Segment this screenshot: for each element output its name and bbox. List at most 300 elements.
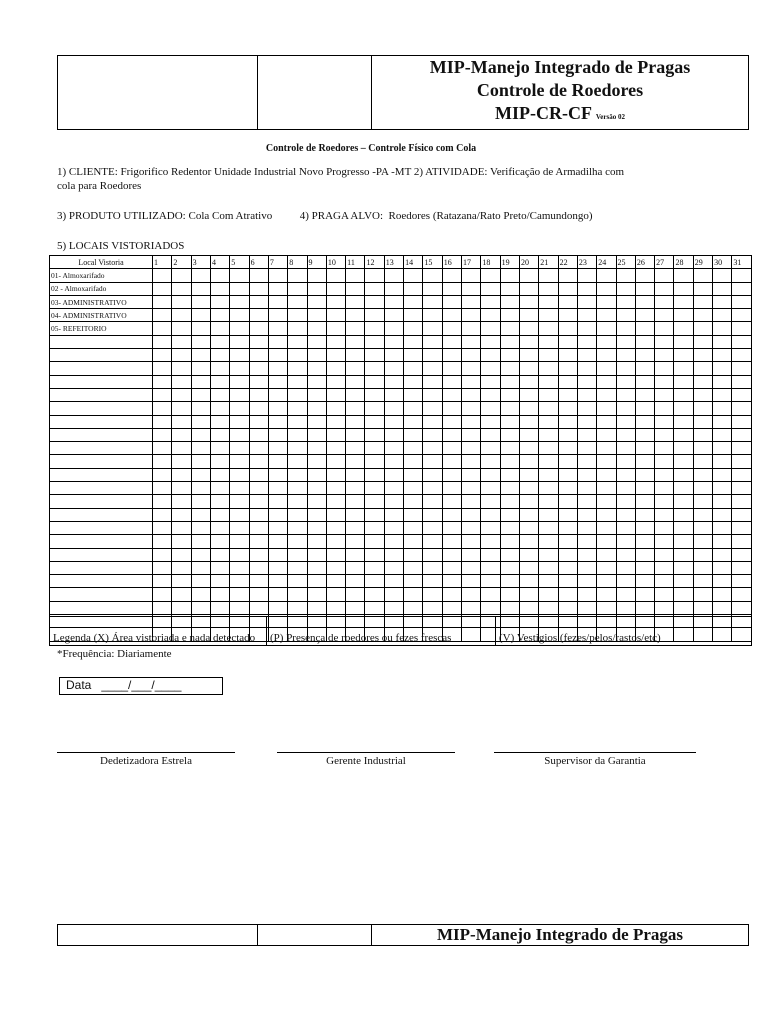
grid-check-cell[interactable] — [153, 535, 172, 548]
grid-check-cell[interactable] — [404, 269, 423, 282]
grid-check-cell[interactable] — [713, 282, 732, 295]
grid-check-cell[interactable] — [732, 415, 752, 428]
grid-check-cell[interactable] — [462, 295, 481, 308]
grid-check-cell[interactable] — [481, 588, 500, 601]
grid-check-cell[interactable] — [153, 575, 172, 588]
grid-check-cell[interactable] — [268, 388, 287, 401]
grid-check-cell[interactable] — [423, 468, 442, 481]
grid-check-cell[interactable] — [191, 575, 210, 588]
grid-check-cell[interactable] — [191, 482, 210, 495]
grid-check-cell[interactable] — [539, 335, 558, 348]
grid-check-cell[interactable] — [674, 601, 693, 614]
grid-check-cell[interactable] — [577, 482, 596, 495]
grid-check-cell[interactable] — [307, 282, 326, 295]
grid-check-cell[interactable] — [693, 309, 712, 322]
grid-check-cell[interactable] — [404, 349, 423, 362]
grid-check-cell[interactable] — [519, 588, 538, 601]
grid-check-cell[interactable] — [153, 309, 172, 322]
grid-check-cell[interactable] — [288, 468, 307, 481]
grid-check-cell[interactable] — [172, 309, 191, 322]
grid-check-cell[interactable] — [307, 375, 326, 388]
grid-check-cell[interactable] — [693, 295, 712, 308]
grid-check-cell[interactable] — [365, 482, 384, 495]
grid-check-cell[interactable] — [230, 495, 249, 508]
grid-check-cell[interactable] — [230, 415, 249, 428]
grid-check-cell[interactable] — [462, 362, 481, 375]
grid-check-cell[interactable] — [462, 269, 481, 282]
grid-check-cell[interactable] — [597, 335, 616, 348]
grid-check-cell[interactable] — [597, 535, 616, 548]
grid-check-cell[interactable] — [635, 575, 654, 588]
grid-check-cell[interactable] — [384, 482, 403, 495]
grid-check-cell[interactable] — [268, 588, 287, 601]
grid-check-cell[interactable] — [577, 428, 596, 441]
grid-check-cell[interactable] — [365, 375, 384, 388]
grid-check-cell[interactable] — [635, 415, 654, 428]
grid-check-cell[interactable] — [230, 349, 249, 362]
grid-check-cell[interactable] — [210, 601, 229, 614]
grid-check-cell[interactable] — [384, 575, 403, 588]
grid-check-cell[interactable] — [346, 601, 365, 614]
grid-check-cell[interactable] — [635, 508, 654, 521]
grid-check-cell[interactable] — [365, 295, 384, 308]
grid-check-cell[interactable] — [481, 548, 500, 561]
grid-check-cell[interactable] — [674, 388, 693, 401]
grid-check-cell[interactable] — [326, 402, 345, 415]
grid-check-cell[interactable] — [500, 508, 519, 521]
grid-check-cell[interactable] — [210, 428, 229, 441]
grid-check-cell[interactable] — [519, 295, 538, 308]
grid-check-cell[interactable] — [384, 388, 403, 401]
grid-check-cell[interactable] — [268, 561, 287, 574]
grid-check-cell[interactable] — [481, 455, 500, 468]
grid-check-cell[interactable] — [597, 282, 616, 295]
grid-check-cell[interactable] — [268, 455, 287, 468]
grid-check-cell[interactable] — [210, 561, 229, 574]
grid-check-cell[interactable] — [539, 442, 558, 455]
grid-check-cell[interactable] — [230, 521, 249, 534]
grid-check-cell[interactable] — [384, 588, 403, 601]
grid-check-cell[interactable] — [191, 521, 210, 534]
grid-check-cell[interactable] — [519, 442, 538, 455]
grid-check-cell[interactable] — [693, 508, 712, 521]
grid-check-cell[interactable] — [597, 428, 616, 441]
grid-check-cell[interactable] — [693, 349, 712, 362]
grid-check-cell[interactable] — [153, 548, 172, 561]
grid-check-cell[interactable] — [346, 322, 365, 335]
grid-check-cell[interactable] — [249, 375, 268, 388]
grid-check-cell[interactable] — [732, 402, 752, 415]
grid-check-cell[interactable] — [326, 269, 345, 282]
grid-check-cell[interactable] — [481, 282, 500, 295]
grid-check-cell[interactable] — [616, 442, 635, 455]
grid-check-cell[interactable] — [326, 309, 345, 322]
grid-check-cell[interactable] — [732, 495, 752, 508]
grid-check-cell[interactable] — [635, 375, 654, 388]
grid-check-cell[interactable] — [519, 309, 538, 322]
grid-check-cell[interactable] — [268, 322, 287, 335]
grid-check-cell[interactable] — [481, 468, 500, 481]
grid-check-cell[interactable] — [172, 521, 191, 534]
grid-check-cell[interactable] — [191, 548, 210, 561]
grid-check-cell[interactable] — [268, 442, 287, 455]
grid-check-cell[interactable] — [462, 588, 481, 601]
grid-check-cell[interactable] — [519, 521, 538, 534]
grid-check-cell[interactable] — [210, 375, 229, 388]
grid-check-cell[interactable] — [172, 601, 191, 614]
grid-check-cell[interactable] — [693, 601, 712, 614]
grid-check-cell[interactable] — [210, 455, 229, 468]
grid-check-cell[interactable] — [326, 428, 345, 441]
grid-check-cell[interactable] — [307, 535, 326, 548]
grid-check-cell[interactable] — [423, 322, 442, 335]
grid-check-cell[interactable] — [481, 428, 500, 441]
grid-check-cell[interactable] — [346, 482, 365, 495]
grid-check-cell[interactable] — [365, 309, 384, 322]
grid-check-cell[interactable] — [210, 322, 229, 335]
grid-check-cell[interactable] — [481, 535, 500, 548]
grid-check-cell[interactable] — [288, 495, 307, 508]
grid-check-cell[interactable] — [346, 309, 365, 322]
grid-check-cell[interactable] — [384, 295, 403, 308]
grid-check-cell[interactable] — [172, 442, 191, 455]
grid-check-cell[interactable] — [268, 269, 287, 282]
grid-check-cell[interactable] — [365, 535, 384, 548]
grid-check-cell[interactable] — [519, 282, 538, 295]
grid-check-cell[interactable] — [268, 375, 287, 388]
grid-check-cell[interactable] — [519, 335, 538, 348]
grid-check-cell[interactable] — [539, 535, 558, 548]
date-field[interactable] — [59, 677, 223, 695]
grid-check-cell[interactable] — [462, 309, 481, 322]
grid-check-cell[interactable] — [288, 322, 307, 335]
grid-check-cell[interactable] — [732, 309, 752, 322]
grid-check-cell[interactable] — [500, 362, 519, 375]
grid-check-cell[interactable] — [346, 548, 365, 561]
grid-check-cell[interactable] — [597, 309, 616, 322]
grid-check-cell[interactable] — [384, 362, 403, 375]
grid-check-cell[interactable] — [191, 508, 210, 521]
grid-check-cell[interactable] — [326, 561, 345, 574]
grid-check-cell[interactable] — [172, 415, 191, 428]
grid-check-cell[interactable] — [384, 269, 403, 282]
grid-check-cell[interactable] — [365, 335, 384, 348]
grid-check-cell[interactable] — [326, 575, 345, 588]
grid-check-cell[interactable] — [732, 349, 752, 362]
grid-check-cell[interactable] — [249, 482, 268, 495]
grid-check-cell[interactable] — [210, 535, 229, 548]
grid-check-cell[interactable] — [462, 442, 481, 455]
grid-check-cell[interactable] — [616, 375, 635, 388]
grid-check-cell[interactable] — [539, 548, 558, 561]
grid-check-cell[interactable] — [268, 335, 287, 348]
grid-check-cell[interactable] — [191, 322, 210, 335]
grid-check-cell[interactable] — [307, 561, 326, 574]
grid-check-cell[interactable] — [655, 428, 674, 441]
grid-check-cell[interactable] — [288, 269, 307, 282]
grid-check-cell[interactable] — [558, 428, 577, 441]
grid-check-cell[interactable] — [191, 349, 210, 362]
grid-check-cell[interactable] — [635, 561, 654, 574]
grid-check-cell[interactable] — [172, 282, 191, 295]
grid-check-cell[interactable] — [655, 375, 674, 388]
grid-check-cell[interactable] — [655, 561, 674, 574]
grid-check-cell[interactable] — [693, 482, 712, 495]
grid-check-cell[interactable] — [577, 601, 596, 614]
grid-check-cell[interactable] — [230, 482, 249, 495]
grid-check-cell[interactable] — [172, 468, 191, 481]
grid-check-cell[interactable] — [462, 575, 481, 588]
grid-check-cell[interactable] — [500, 575, 519, 588]
grid-check-cell[interactable] — [616, 388, 635, 401]
grid-check-cell[interactable] — [210, 442, 229, 455]
grid-check-cell[interactable] — [500, 535, 519, 548]
grid-check-cell[interactable] — [404, 482, 423, 495]
grid-check-cell[interactable] — [539, 309, 558, 322]
grid-check-cell[interactable] — [481, 575, 500, 588]
grid-check-cell[interactable] — [404, 535, 423, 548]
grid-check-cell[interactable] — [268, 521, 287, 534]
grid-check-cell[interactable] — [500, 349, 519, 362]
grid-check-cell[interactable] — [519, 548, 538, 561]
grid-check-cell[interactable] — [191, 375, 210, 388]
grid-check-cell[interactable] — [404, 282, 423, 295]
grid-check-cell[interactable] — [230, 601, 249, 614]
grid-check-cell[interactable] — [365, 428, 384, 441]
grid-check-cell[interactable] — [597, 349, 616, 362]
grid-check-cell[interactable] — [404, 508, 423, 521]
grid-check-cell[interactable] — [519, 269, 538, 282]
grid-check-cell[interactable] — [249, 561, 268, 574]
grid-check-cell[interactable] — [423, 495, 442, 508]
grid-check-cell[interactable] — [423, 455, 442, 468]
grid-check-cell[interactable] — [558, 322, 577, 335]
grid-check-cell[interactable] — [481, 335, 500, 348]
grid-check-cell[interactable] — [153, 482, 172, 495]
grid-check-cell[interactable] — [500, 601, 519, 614]
grid-check-cell[interactable] — [616, 455, 635, 468]
grid-check-cell[interactable] — [519, 402, 538, 415]
grid-check-cell[interactable] — [210, 508, 229, 521]
grid-check-cell[interactable] — [655, 601, 674, 614]
grid-check-cell[interactable] — [693, 588, 712, 601]
grid-check-cell[interactable] — [481, 495, 500, 508]
grid-check-cell[interactable] — [268, 349, 287, 362]
grid-check-cell[interactable] — [500, 482, 519, 495]
grid-check-cell[interactable] — [693, 375, 712, 388]
grid-check-cell[interactable] — [693, 548, 712, 561]
grid-check-cell[interactable] — [423, 282, 442, 295]
grid-check-cell[interactable] — [404, 601, 423, 614]
grid-check-cell[interactable] — [346, 468, 365, 481]
grid-check-cell[interactable] — [616, 349, 635, 362]
grid-check-cell[interactable] — [655, 415, 674, 428]
grid-check-cell[interactable] — [384, 349, 403, 362]
grid-check-cell[interactable] — [191, 402, 210, 415]
grid-check-cell[interactable] — [674, 282, 693, 295]
grid-check-cell[interactable] — [597, 548, 616, 561]
grid-check-cell[interactable] — [268, 428, 287, 441]
grid-check-cell[interactable] — [442, 322, 461, 335]
grid-check-cell[interactable] — [365, 561, 384, 574]
grid-check-cell[interactable] — [674, 375, 693, 388]
grid-check-cell[interactable] — [288, 535, 307, 548]
grid-check-cell[interactable] — [172, 548, 191, 561]
grid-check-cell[interactable] — [153, 322, 172, 335]
grid-check-cell[interactable] — [326, 521, 345, 534]
grid-check-cell[interactable] — [153, 375, 172, 388]
grid-check-cell[interactable] — [616, 601, 635, 614]
grid-check-cell[interactable] — [674, 548, 693, 561]
grid-check-cell[interactable] — [326, 415, 345, 428]
grid-check-cell[interactable] — [558, 402, 577, 415]
grid-check-cell[interactable] — [500, 388, 519, 401]
grid-check-cell[interactable] — [655, 402, 674, 415]
grid-check-cell[interactable] — [577, 322, 596, 335]
grid-check-cell[interactable] — [732, 535, 752, 548]
grid-check-cell[interactable] — [616, 402, 635, 415]
grid-check-cell[interactable] — [577, 588, 596, 601]
grid-check-cell[interactable] — [404, 362, 423, 375]
grid-check-cell[interactable] — [210, 282, 229, 295]
grid-check-cell[interactable] — [365, 508, 384, 521]
grid-check-cell[interactable] — [732, 548, 752, 561]
grid-check-cell[interactable] — [655, 282, 674, 295]
grid-check-cell[interactable] — [307, 335, 326, 348]
grid-check-cell[interactable] — [191, 415, 210, 428]
grid-check-cell[interactable] — [481, 309, 500, 322]
grid-check-cell[interactable] — [172, 349, 191, 362]
grid-check-cell[interactable] — [307, 402, 326, 415]
grid-check-cell[interactable] — [384, 455, 403, 468]
grid-check-cell[interactable] — [635, 548, 654, 561]
grid-check-cell[interactable] — [365, 362, 384, 375]
grid-check-cell[interactable] — [249, 388, 268, 401]
grid-check-cell[interactable] — [674, 495, 693, 508]
grid-check-cell[interactable] — [249, 282, 268, 295]
grid-check-cell[interactable] — [288, 442, 307, 455]
grid-check-cell[interactable] — [539, 295, 558, 308]
grid-check-cell[interactable] — [713, 442, 732, 455]
grid-check-cell[interactable] — [597, 375, 616, 388]
grid-check-cell[interactable] — [365, 601, 384, 614]
grid-check-cell[interactable] — [365, 495, 384, 508]
grid-check-cell[interactable] — [558, 282, 577, 295]
grid-check-cell[interactable] — [249, 535, 268, 548]
grid-check-cell[interactable] — [346, 521, 365, 534]
grid-check-cell[interactable] — [365, 588, 384, 601]
grid-check-cell[interactable] — [249, 295, 268, 308]
grid-check-cell[interactable] — [423, 362, 442, 375]
grid-check-cell[interactable] — [365, 282, 384, 295]
grid-check-cell[interactable] — [616, 588, 635, 601]
grid-check-cell[interactable] — [268, 535, 287, 548]
grid-check-cell[interactable] — [404, 548, 423, 561]
grid-check-cell[interactable] — [500, 442, 519, 455]
grid-check-cell[interactable] — [732, 508, 752, 521]
grid-check-cell[interactable] — [210, 335, 229, 348]
grid-check-cell[interactable] — [732, 428, 752, 441]
grid-check-cell[interactable] — [423, 548, 442, 561]
grid-check-cell[interactable] — [307, 575, 326, 588]
grid-check-cell[interactable] — [346, 428, 365, 441]
grid-check-cell[interactable] — [539, 428, 558, 441]
grid-check-cell[interactable] — [326, 322, 345, 335]
grid-check-cell[interactable] — [713, 295, 732, 308]
grid-check-cell[interactable] — [539, 495, 558, 508]
grid-check-cell[interactable] — [249, 442, 268, 455]
grid-check-cell[interactable] — [519, 362, 538, 375]
grid-check-cell[interactable] — [577, 548, 596, 561]
grid-check-cell[interactable] — [713, 521, 732, 534]
grid-check-cell[interactable] — [384, 375, 403, 388]
grid-check-cell[interactable] — [404, 561, 423, 574]
grid-check-cell[interactable] — [172, 482, 191, 495]
grid-check-cell[interactable] — [442, 442, 461, 455]
grid-check-cell[interactable] — [172, 335, 191, 348]
grid-check-cell[interactable] — [539, 322, 558, 335]
grid-check-cell[interactable] — [288, 362, 307, 375]
grid-check-cell[interactable] — [558, 442, 577, 455]
grid-check-cell[interactable] — [153, 282, 172, 295]
grid-check-cell[interactable] — [172, 508, 191, 521]
grid-check-cell[interactable] — [597, 468, 616, 481]
grid-check-cell[interactable] — [268, 508, 287, 521]
grid-check-cell[interactable] — [500, 428, 519, 441]
grid-check-cell[interactable] — [210, 269, 229, 282]
grid-check-cell[interactable] — [307, 455, 326, 468]
grid-check-cell[interactable] — [423, 508, 442, 521]
grid-check-cell[interactable] — [307, 269, 326, 282]
grid-check-cell[interactable] — [616, 535, 635, 548]
grid-check-cell[interactable] — [365, 575, 384, 588]
grid-check-cell[interactable] — [655, 495, 674, 508]
grid-check-cell[interactable] — [288, 375, 307, 388]
grid-check-cell[interactable] — [616, 282, 635, 295]
grid-check-cell[interactable] — [597, 388, 616, 401]
grid-check-cell[interactable] — [268, 415, 287, 428]
grid-check-cell[interactable] — [674, 588, 693, 601]
grid-check-cell[interactable] — [191, 269, 210, 282]
grid-check-cell[interactable] — [713, 575, 732, 588]
grid-check-cell[interactable] — [307, 349, 326, 362]
grid-check-cell[interactable] — [191, 295, 210, 308]
grid-check-cell[interactable] — [230, 548, 249, 561]
grid-check-cell[interactable] — [616, 295, 635, 308]
grid-check-cell[interactable] — [577, 282, 596, 295]
grid-check-cell[interactable] — [674, 295, 693, 308]
grid-check-cell[interactable] — [462, 468, 481, 481]
grid-check-cell[interactable] — [230, 575, 249, 588]
grid-check-cell[interactable] — [655, 468, 674, 481]
grid-check-cell[interactable] — [268, 402, 287, 415]
grid-check-cell[interactable] — [577, 535, 596, 548]
grid-check-cell[interactable] — [268, 575, 287, 588]
grid-check-cell[interactable] — [732, 269, 752, 282]
grid-check-cell[interactable] — [191, 535, 210, 548]
grid-check-cell[interactable] — [539, 482, 558, 495]
grid-check-cell[interactable] — [713, 335, 732, 348]
grid-check-cell[interactable] — [500, 335, 519, 348]
grid-check-cell[interactable] — [326, 455, 345, 468]
grid-check-cell[interactable] — [462, 415, 481, 428]
grid-check-cell[interactable] — [153, 508, 172, 521]
grid-check-cell[interactable] — [153, 521, 172, 534]
grid-check-cell[interactable] — [635, 349, 654, 362]
grid-check-cell[interactable] — [481, 388, 500, 401]
grid-check-cell[interactable] — [346, 495, 365, 508]
grid-check-cell[interactable] — [635, 402, 654, 415]
